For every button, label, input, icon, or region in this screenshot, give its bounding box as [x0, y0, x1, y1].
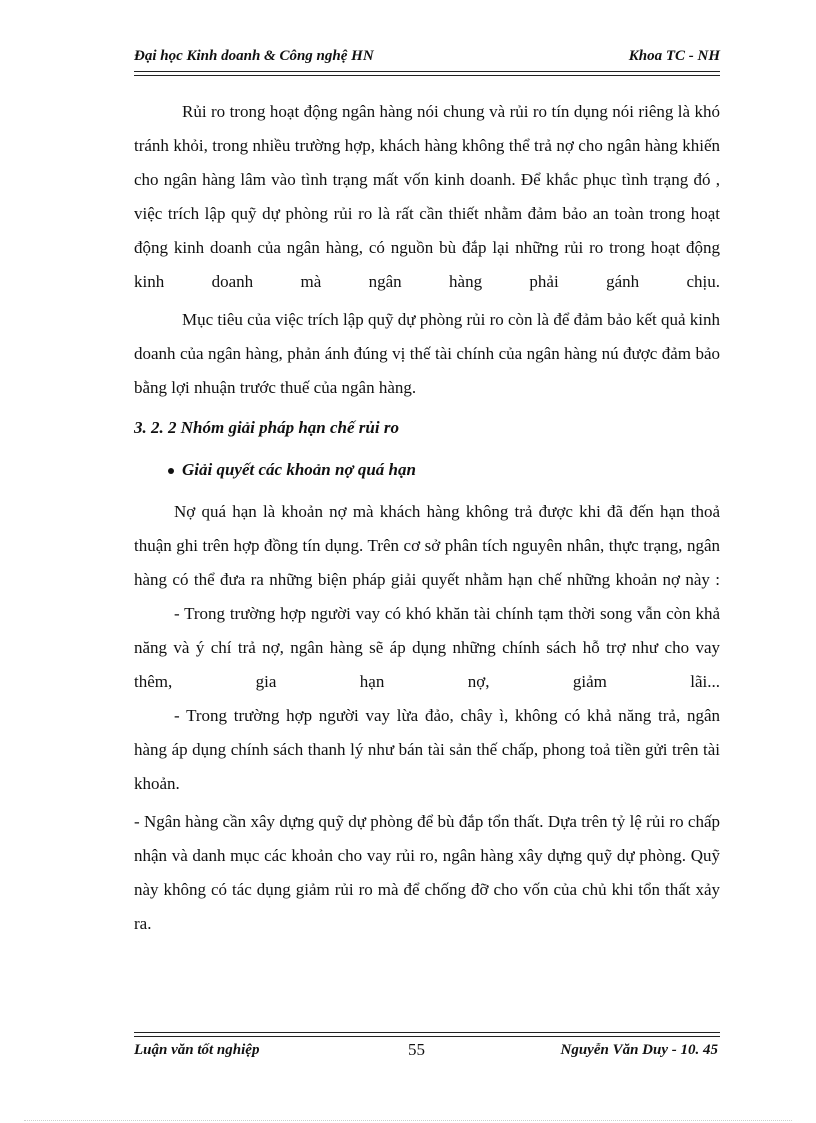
paragraph-temporary-difficulty: - Trong trường hợp người vay có khó khăn tài chính tạm thời song vẫn còn khả năng và ý chí trả nợ, ngân hàng sẽ áp dụng những chính sách hỗ trợ như cho vay thêm, gia hạn nợ, giảm lãi... — [134, 604, 720, 691]
bullet-item — [134, 453, 720, 487]
header-rule-thin — [134, 75, 720, 76]
page-number: 55 — [408, 1040, 425, 1059]
paragraph-fraud-case: - Trong trường hợp người vay lừa đảo, chây ì, không có khả năng trả, ngân hàng áp dụng chính sách thanh lý như bán tài sản thế chấp, phong toả tiền gửi trên tài khoản. — [134, 706, 720, 793]
paragraph-objective: Mục tiêu của việc trích lập quỹ dự phòng rủi ro còn là để đảm bảo kết quả kinh doanh của ngân hàng, phản ánh đúng vị thế tài chính của ngân hàng nú được đảm bảo bằng lợi nhuận trước thuế của ngân hàng. — [134, 310, 720, 397]
footer-rule-thin — [134, 1032, 720, 1033]
paragraph-reserve-fund: - Ngân hàng cần xây dựng quỹ dự phòng để bù đắp tổn thất. Dựa trên tỷ lệ rủi ro chấp nhận và danh mục các khoản cho vay rủi ro, ngân hàng xây dựng quỹ dự phòng. Quỹ này không có tác dụng giảm rủi ro mà để chống đỡ cho vốn của chủ khi tổn thất xảy ra. — [134, 812, 720, 933]
section-heading: 3. 2. 2 Nhóm giải pháp hạn chế rủi ro — [134, 418, 399, 437]
page-footer — [134, 1040, 720, 1064]
page-header — [134, 46, 720, 70]
footer-author: Nguyễn Văn Duy - 10. 45 — [560, 1042, 718, 1058]
bullet-text: Giải quyết các khoản nợ quá hạn — [182, 460, 416, 479]
paragraph-overdue-debt: Nợ quá hạn là khoản nợ mà khách hàng không trả được khi đã đến hạn thoả thuận ghi trên hợp đồng tín dụng. Trên cơ sở phân tích nguyên nhân, thực trạng, ngân hàng có thể đưa ra những biện pháp giải quyết nhằm hạn chế những khoản nợ này : — [134, 502, 720, 589]
page-edge — [24, 1120, 792, 1121]
bullet-dot-icon — [168, 468, 174, 474]
paragraph-risk-reserve: Rủi ro trong hoạt động ngân hàng nói chung và rủi ro tín dụng nói riêng là khó tránh khỏi, trong nhiều trường hợp, khách hàng không thể trả nợ cho ngân hàng khiến cho ngân hàng lâm vào tình trạng mất vốn kinh doanh. Để khắc phục tình trạng đó , việc trích lập quỹ dự phòng rủi ro là rất cần thiết nhằm đảm bảo an toàn trong hoạt động kinh doanh của ngân hàng, có nguồn bù đắp lại những rủi ro trong hoạt động kinh doanh mà ngân hàng phải gánh chịu. — [134, 102, 720, 291]
footer-thesis-label: Luận văn tốt nghiệp — [134, 1042, 260, 1058]
footer-rule — [134, 1036, 720, 1037]
header-rule — [134, 71, 720, 72]
document-body — [134, 95, 720, 941]
header-faculty: Khoa TC - NH — [628, 48, 720, 64]
header-university: Đại học Kinh doanh & Công nghệ HN — [134, 48, 374, 64]
